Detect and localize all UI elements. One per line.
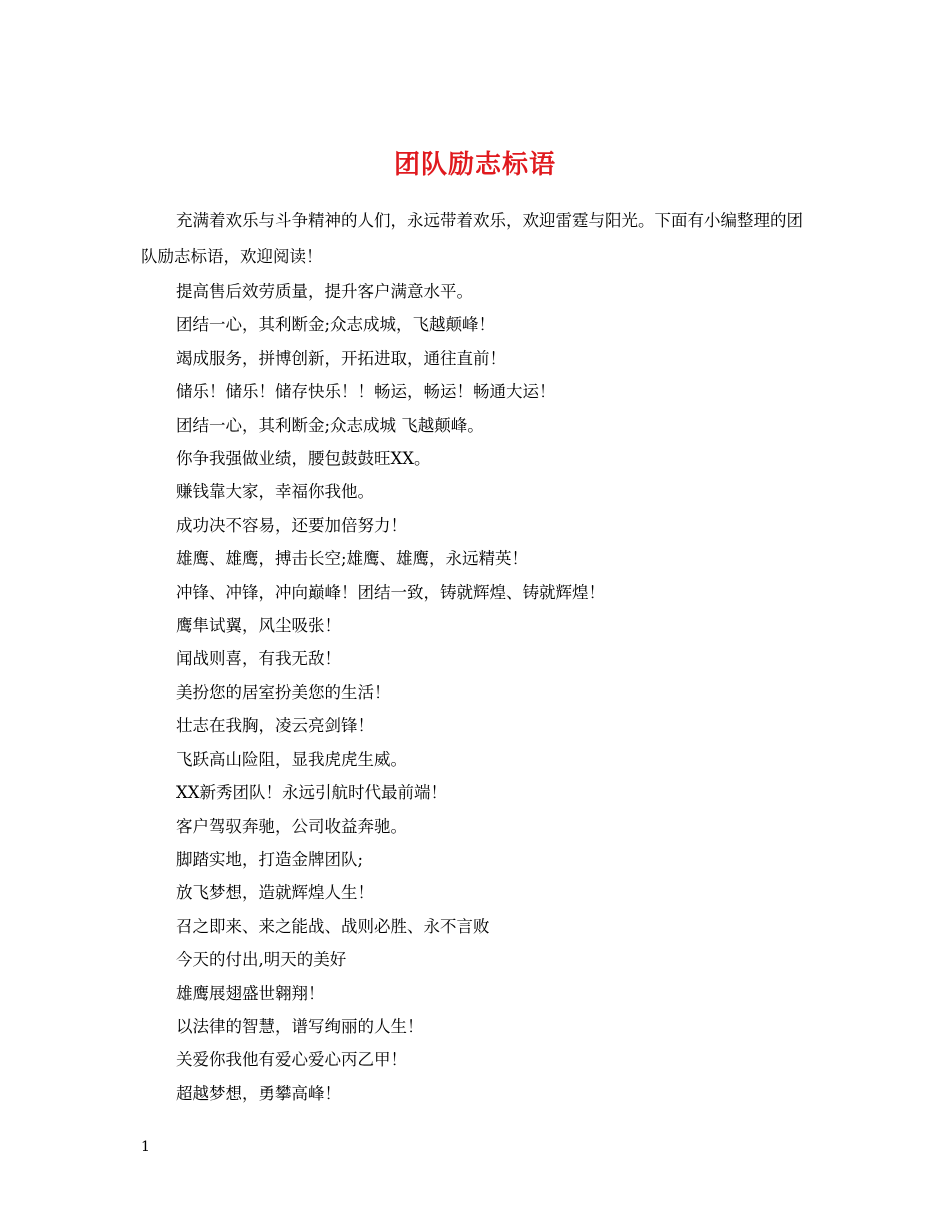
slogan-line: 赚钱靠大家，幸福你我他。 — [176, 482, 374, 502]
slogan-line: 召之即来、来之能战、战则必胜、永不言败 — [176, 916, 490, 936]
slogan-line: 以法律的智慧，谱写绚丽的人生！ — [176, 1016, 424, 1036]
document-body — [141, 203, 813, 1110]
slogan-line: 闻战则喜，有我无敌！ — [176, 649, 341, 669]
slogan-line: 雄鹰、雄鹰，搏击长空;雄鹰、雄鹰，永远精英！ — [176, 549, 529, 569]
slogan-line: 团结一心，其利断金;众志成城，飞越颠峰！ — [176, 315, 496, 335]
slogan-line: 飞跃高山险阻，显我虎虎生威。 — [176, 749, 407, 769]
slogan-line: 超越梦想，勇攀高峰！ — [176, 1083, 341, 1103]
slogan-line: 提高售后效劳质量，提升客户满意水平。 — [176, 282, 473, 301]
slogan-line: 壮志在我胸，凌云亮剑锋！ — [176, 716, 374, 736]
slogan-line: 团结一心，其利断金;众志成城 飞越颠峰。 — [176, 415, 484, 435]
slogan-line: 成功决不容易，还要加倍努力！ — [176, 515, 407, 535]
intro-paragraph: 充满着欢乐与斗争精神的人们，永远带着欢乐，欢迎雷霆与阳光。下面有小编整理的团队励志标语，欢迎阅读！ — [141, 211, 803, 266]
slogan-line: 冲锋、冲锋，冲向巅峰！团结一致，铸就辉煌、铸就辉煌！ — [176, 582, 605, 602]
slogan-line: 关爱你我他有爱心爱心丙乙甲！ — [176, 1050, 407, 1070]
slogan-line: 储乐！储乐！储存快乐！！畅运，畅运！畅通大运！ — [176, 382, 556, 402]
document-title: 团队励志标语 — [393, 150, 556, 181]
slogan-line: 雄鹰展翅盛世翱翔！ — [176, 983, 325, 1003]
slogan-line: 美扮您的居室扮美您的生活！ — [176, 682, 391, 702]
slogan-line: 客户驾驭奔驰，公司收益奔驰。 — [176, 816, 407, 836]
slogan-line: 竭成服务，拼博创新，开拓进取，通往直前！ — [176, 348, 506, 368]
slogan-line: 你争我强做业绩，腰包鼓鼓旺XX。 — [176, 449, 431, 469]
slogan-line: XX新秀团队！永远引航时代最前端！ — [176, 783, 447, 803]
slogan-line: 鹰隼试翼，风尘吸张！ — [176, 616, 341, 636]
slogan-line: 脚踏实地，打造金牌团队; — [176, 849, 364, 869]
slogan-line: 放飞梦想，造就辉煌人生！ — [176, 883, 374, 903]
page-number: 1 — [141, 1139, 150, 1155]
slogan-line: 今天的付出,明天的美好 — [176, 950, 347, 970]
